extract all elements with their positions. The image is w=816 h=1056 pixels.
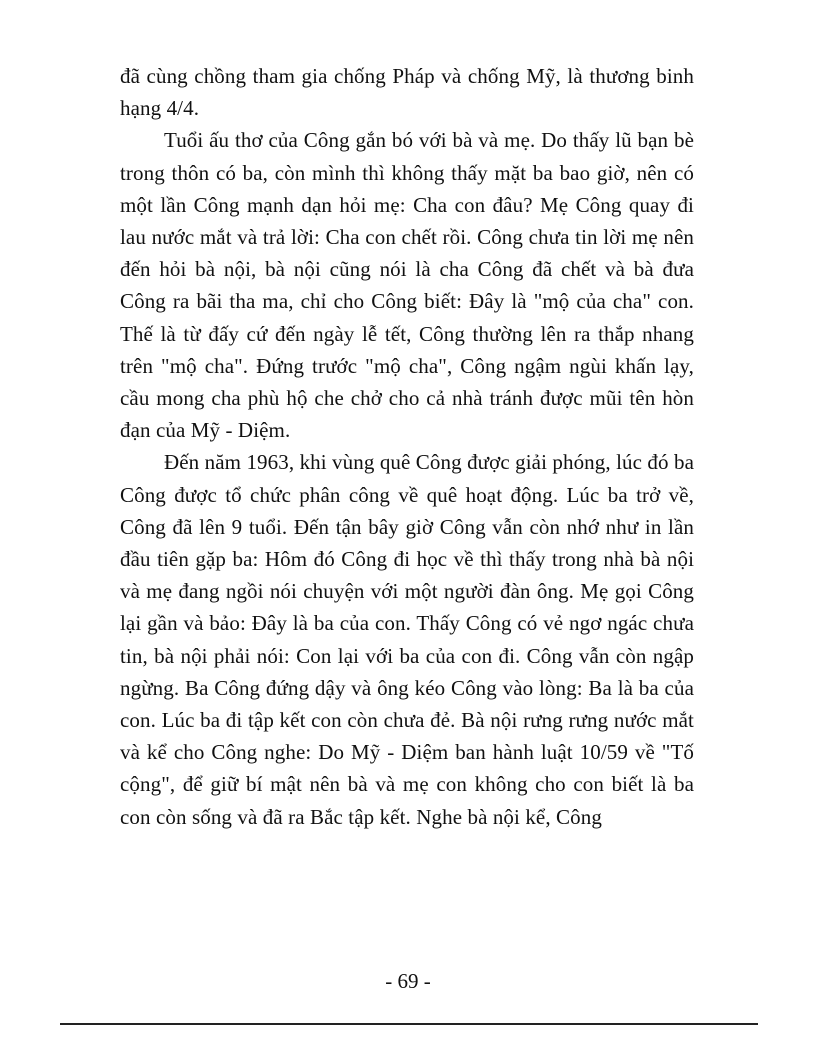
paragraph-2: Tuổi ấu thơ của Công gắn bó với bà và mẹ. Do thấy lũ bạn bè trong thôn có ba, còn mình thì không thấy mặt ba bao giờ, nên có một lần Công mạnh dạn hỏi mẹ: Cha con đâu? Mẹ Công quay đi lau nước mắt và trả lời: Cha con chết rồi. Công chưa tin lời mẹ nên đến hỏi bà nội, bà nội cũng nói là cha Công đã chết và bà đưa Công ra bãi tha ma, chỉ cho Công biết: Đây là "mộ của cha" con. Thế là từ đấy cứ đến ngày lễ tết, Công thường lên ra thắp nhang trên "mộ cha". Đứng trước "mộ cha", Công ngậm ngùi khấn lạy, cầu mong cha phù hộ che chở cho cả nhà tránh được mũi tên hòn đạn của Mỹ - Diệm. [120,128,694,443]
paragraph-3: Đến năm 1963, khi vùng quê Công được giải phóng, lúc đó ba Công được tổ chức phân công về quê hoạt động. Lúc ba trở về, Công đã lên 9 tuổi. Đến tận bây giờ Công vẫn còn nhớ như in lần đầu tiên gặp ba: Hôm đó Công đi học về thì thấy trong nhà bà nội và mẹ đang ngồi nói chuyện với một người đàn ông. Mẹ gọi Công lại gần và bảo: Đây là ba của con. Thấy Công có vẻ ngơ ngác chưa tin, bà nội phải nói: Con lại với ba của con đi. Công vẫn còn ngập ngừng. Ba Công đứng dậy và ông kéo Công vào lòng: Ba là ba của con. Lúc ba đi tập kết con còn chưa đẻ. Bà nội rưng rưng nước mắt và kể cho Công nghe: Do Mỹ - Diệm ban hành luật 10/59 về "Tố cộng", để giữ bí mật nên bà và mẹ con không cho con biết là ba con còn sống và đã ra Bắc tập kết. Nghe bà nội kể, Công [120,450,694,829]
page-body [120,60,694,833]
bottom-divider [60,1023,758,1025]
paragraph-1: đã cùng chồng tham gia chống Pháp và chống Mỹ, là thương binh hạng 4/4. [120,64,694,121]
page-number: - 69 - [385,969,431,993]
